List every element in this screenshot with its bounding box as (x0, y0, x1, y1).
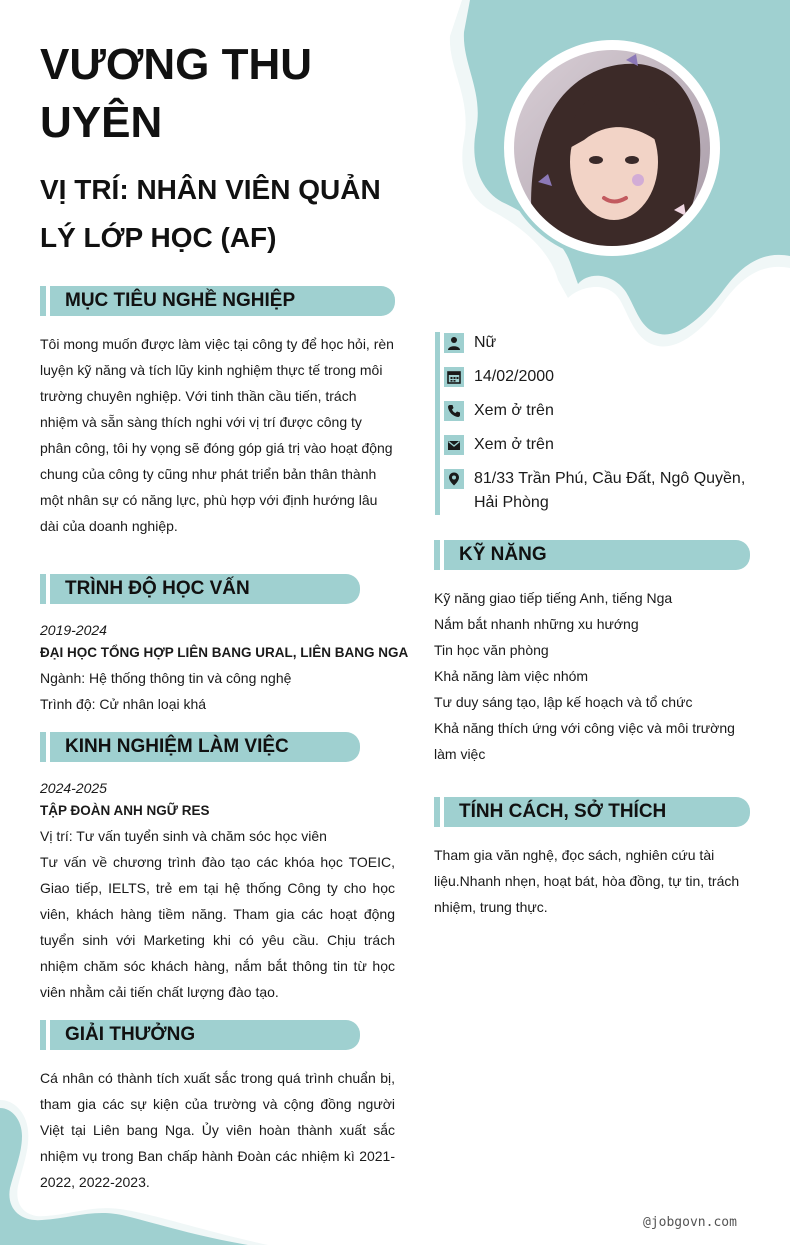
contact-accent-bar (435, 332, 440, 515)
personality-section-header (434, 797, 750, 827)
education-major: Ngành: Hệ thống thông tin và công nghệ (40, 670, 292, 686)
mail-icon (444, 435, 464, 455)
objective-text: Tôi mong muốn được làm việc tại công ty để học hỏi, rèn luyện kỹ năng và tích lũy kinh nghiệm thực tế trong môi trường chuyên nghiệp. Với tinh thần cầu tiến, trách nhiệm và sẵn sàng thích nghi với vị trí được công ty phân công, tôi hy vọng sẽ đóng góp giá trị vào hoạt động chung của công ty cũng như phát triển bản thân thành một nhân sự có năng lực, phù hợp với định hướng lâu dài của doanh nghiệp. (40, 336, 394, 534)
contact-phone: Xem ở trên (474, 402, 554, 419)
experience-period: 2024-2025 (40, 780, 107, 796)
skill-item: Tin học văn phòng (434, 642, 549, 658)
experience-company: TẬP ĐOÀN ANH NGỮ RES (40, 803, 210, 818)
objective-section-title: MỤC TIÊU NGHỀ NGHIỆP (65, 290, 296, 311)
skill-item: Khả năng làm việc nhóm (434, 668, 589, 684)
profile-photo (514, 50, 710, 246)
experience-description: Tư vấn về chương trình đào tạo các khóa học TOEIC, Giao tiếp, IELTS, trẻ em tại hệ thống Công ty cho học viên, khách hàng tiềm năng. Tham gia các hoạt động tuyển sinh với Marketing khi có yêu cầu. Chịu trách nhiệm chăm sóc khách hàng, nắm bắt thông tin từ học viên nhằm cải tiến chất lượng đào tạo. (40, 854, 395, 1000)
person-icon (444, 333, 464, 353)
education-school: ĐẠI HỌC TỔNG HỢP LIÊN BANG URAL, LIÊN BANG NGA (40, 645, 409, 660)
contact-birthdate: 14/02/2000 (474, 368, 555, 385)
awards-section-header (40, 1020, 360, 1050)
skill-item: Tư duy sáng tạo, lập kế hoạch và tổ chức (434, 694, 693, 710)
job-position-title: VỊ TRÍ: NHÂN VIÊN QUẢN LÝ LỚP HỌC (AF) (40, 174, 381, 253)
skills-section-title: KỸ NĂNG (459, 544, 547, 565)
education-period: 2019-2024 (40, 622, 107, 638)
profile-photo-frame (500, 36, 724, 260)
skill-item: Kỹ năng giao tiếp tiếng Anh, tiếng Nga (434, 590, 673, 606)
education-section-header (40, 574, 360, 604)
personality-section-title: TÍNH CÁCH, SỞ THÍCH (459, 801, 667, 822)
awards-text: Cá nhân có thành tích xuất sắc trong quá trình chuẩn bị, tham gia các sự kiện của trường và cộng đồng người Việt tại Liên bang Nga. Ủy viên hoàn thành xuất sắc nhiệm vụ trong Ban chấp hành Đoàn các nhiệm kì 2021-2022, 2022-2023. (40, 1070, 395, 1190)
location-pin-icon (444, 469, 464, 489)
skill-item: Khả năng thích ứng với công việc và môi trường làm việc (434, 720, 735, 762)
experience-role: Vị trí: Tư vấn tuyển sinh và chăm sóc học viên (40, 828, 327, 844)
skills-section-header (434, 540, 750, 570)
awards-section-title: GIẢI THƯỞNG (65, 1024, 196, 1045)
calendar-icon (444, 367, 464, 387)
contact-email: Xem ở trên (474, 436, 554, 453)
education-section-title: TRÌNH ĐỘ HỌC VẤN (65, 578, 250, 599)
contact-address: 81/33 Trần Phú, Cầu Đất, Ngô Quyền, Hải Phòng (474, 470, 746, 511)
contact-gender: Nữ (474, 334, 497, 351)
personality-text: Tham gia văn nghệ, đọc sách, nghiên cứu tài liệu.Nhanh nhẹn, hoạt bát, hòa đồng, tự tin, trách nhiệm, trung thực. (434, 847, 740, 915)
skill-item: Nắm bắt nhanh những xu hướng (434, 616, 639, 632)
candidate-name: VƯƠNG THU UYÊN (40, 40, 313, 147)
experience-section-header (40, 732, 360, 762)
experience-section-title: KINH NGHIỆM LÀM VIỆC (65, 736, 289, 757)
education-level: Trình độ: Cử nhân loại khá (40, 696, 207, 712)
phone-icon (444, 401, 464, 421)
footer-watermark: @jobgovn.com (643, 1215, 737, 1230)
objective-section-header (40, 286, 395, 316)
